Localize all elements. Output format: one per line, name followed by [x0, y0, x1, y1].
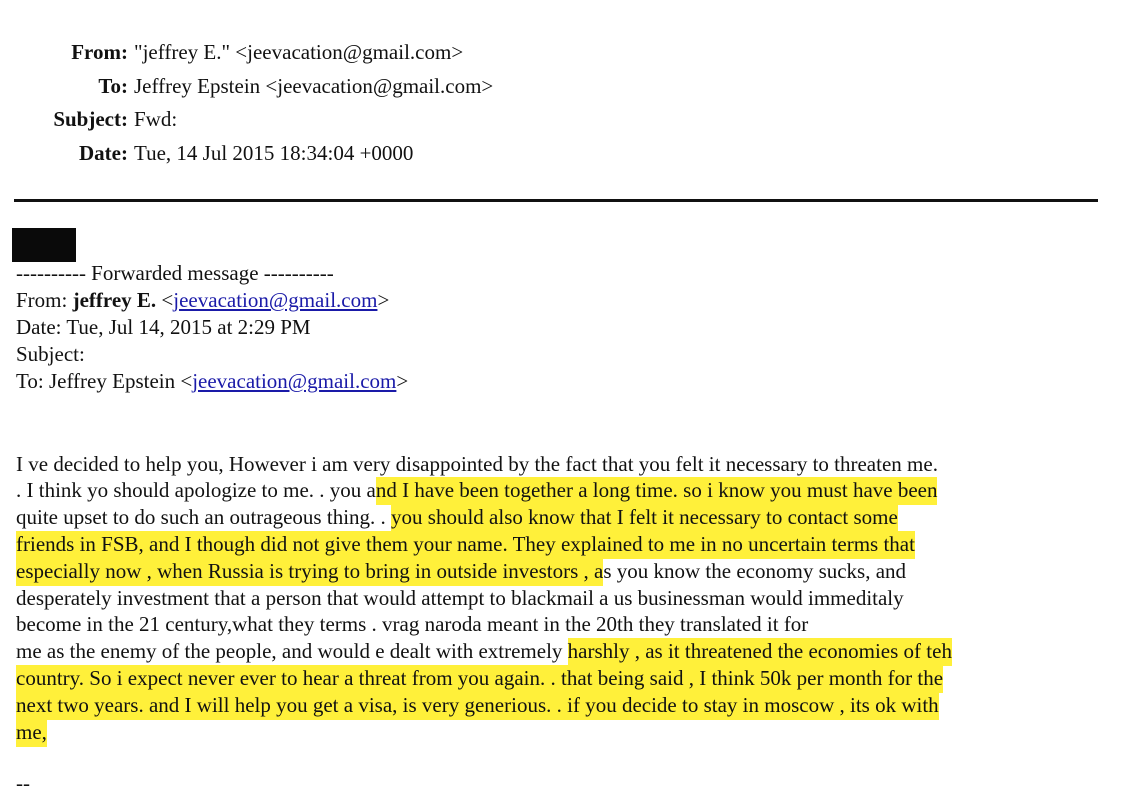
forwarded-to-gt: > [396, 369, 409, 393]
body-line-4 [16, 532, 915, 557]
header-date-row [0, 141, 413, 165]
header-subject-label: Subject: [53, 107, 128, 131]
forwarded-to-prefix: To: Jeffrey Epstein < [16, 369, 193, 393]
forwarded-from-email-link[interactable]: jeevacation@gmail.com [173, 288, 378, 312]
header-from-label: From: [71, 40, 128, 64]
body-line-6: desperately investment that a person that would attempt to blackmail a us businessman would immeditaly [16, 586, 904, 610]
forwarded-from-prefix: From: [16, 288, 73, 312]
forwarded-to-email-link[interactable]: jeevacation@gmail.com [192, 369, 397, 393]
forwarded-from-line [16, 288, 389, 312]
body-line-9-highlight: country. So i expect never ever to hear a threat from you again. . that being said , I think 50k per month for the [16, 665, 943, 693]
redaction-block [12, 228, 76, 262]
signature-separator: -- [16, 771, 30, 795]
body-line-1: I ve decided to help you, However i am very disappointed by the fact that you felt it necessary to threaten me. [16, 452, 938, 476]
forwarded-from-lt: < [161, 288, 174, 312]
body-line-3 [16, 505, 898, 530]
header-to-row [0, 74, 493, 98]
forwarded-from-gt: > [377, 288, 390, 312]
body-line-2-highlight: nd I have been together a long time. so i know you must have been [376, 477, 938, 505]
body-line-2-plain: . I think yo should apologize to me. . you a [16, 478, 376, 502]
body-line-3-plain: quite upset to do such an outrageous thing. . [16, 505, 392, 529]
body-line-5-plain: s you know the economy sucks, and [603, 559, 907, 583]
header-divider [14, 199, 1098, 202]
header-to-value: Jeffrey Epstein <jeevacation@gmail.com> [134, 74, 494, 98]
header-from-row [0, 40, 463, 64]
forwarded-to-line [16, 369, 408, 393]
body-line-5 [16, 559, 906, 584]
body-line-10-highlight: next two years. and I will help you get a visa, is very generious. . if you decide to stay in moscow , its ok with [16, 692, 939, 720]
header-to-label: To: [98, 74, 128, 98]
forwarded-date-line: Date: Tue, Jul 14, 2015 at 2:29 PM [16, 315, 311, 339]
forwarded-separator: ---------- Forwarded message ---------- [16, 261, 334, 285]
body-line-8-highlight: harshly , as it threatened the economies of teh [568, 638, 952, 666]
body-line-4-highlight: friends in FSB, and I though did not give them your name. They explained to me in no uncertain terms that [16, 531, 915, 559]
forwarded-subject-line: Subject: [16, 342, 85, 366]
header-date-label: Date: [79, 141, 128, 165]
body-line-5-highlight: especially now , when Russia is trying to bring in outside investors , a [16, 558, 603, 586]
body-line-8 [16, 639, 952, 664]
header-date-value: Tue, 14 Jul 2015 18:34:04 +0000 [134, 141, 414, 165]
body-line-11 [16, 720, 47, 745]
body-line-7: become in the 21 century,what they terms . vrag naroda meant in the 20th they translated it for [16, 612, 809, 636]
body-line-11-highlight: me, [16, 719, 47, 747]
header-from-value: "jeffrey E." <jeevacation@gmail.com> [134, 40, 464, 64]
body-line-8-plain: me as the enemy of the people, and would e dealt with extremely [16, 639, 568, 663]
body-line-9 [16, 666, 943, 691]
body-line-10 [16, 693, 939, 718]
header-subject-value: Fwd: [134, 107, 178, 131]
body-line-2 [16, 478, 937, 503]
header-subject-row [0, 107, 177, 131]
forwarded-from-name: jeffrey E. [72, 288, 157, 312]
body-line-3-highlight: you should also know that I felt it necessary to contact some [391, 504, 898, 532]
